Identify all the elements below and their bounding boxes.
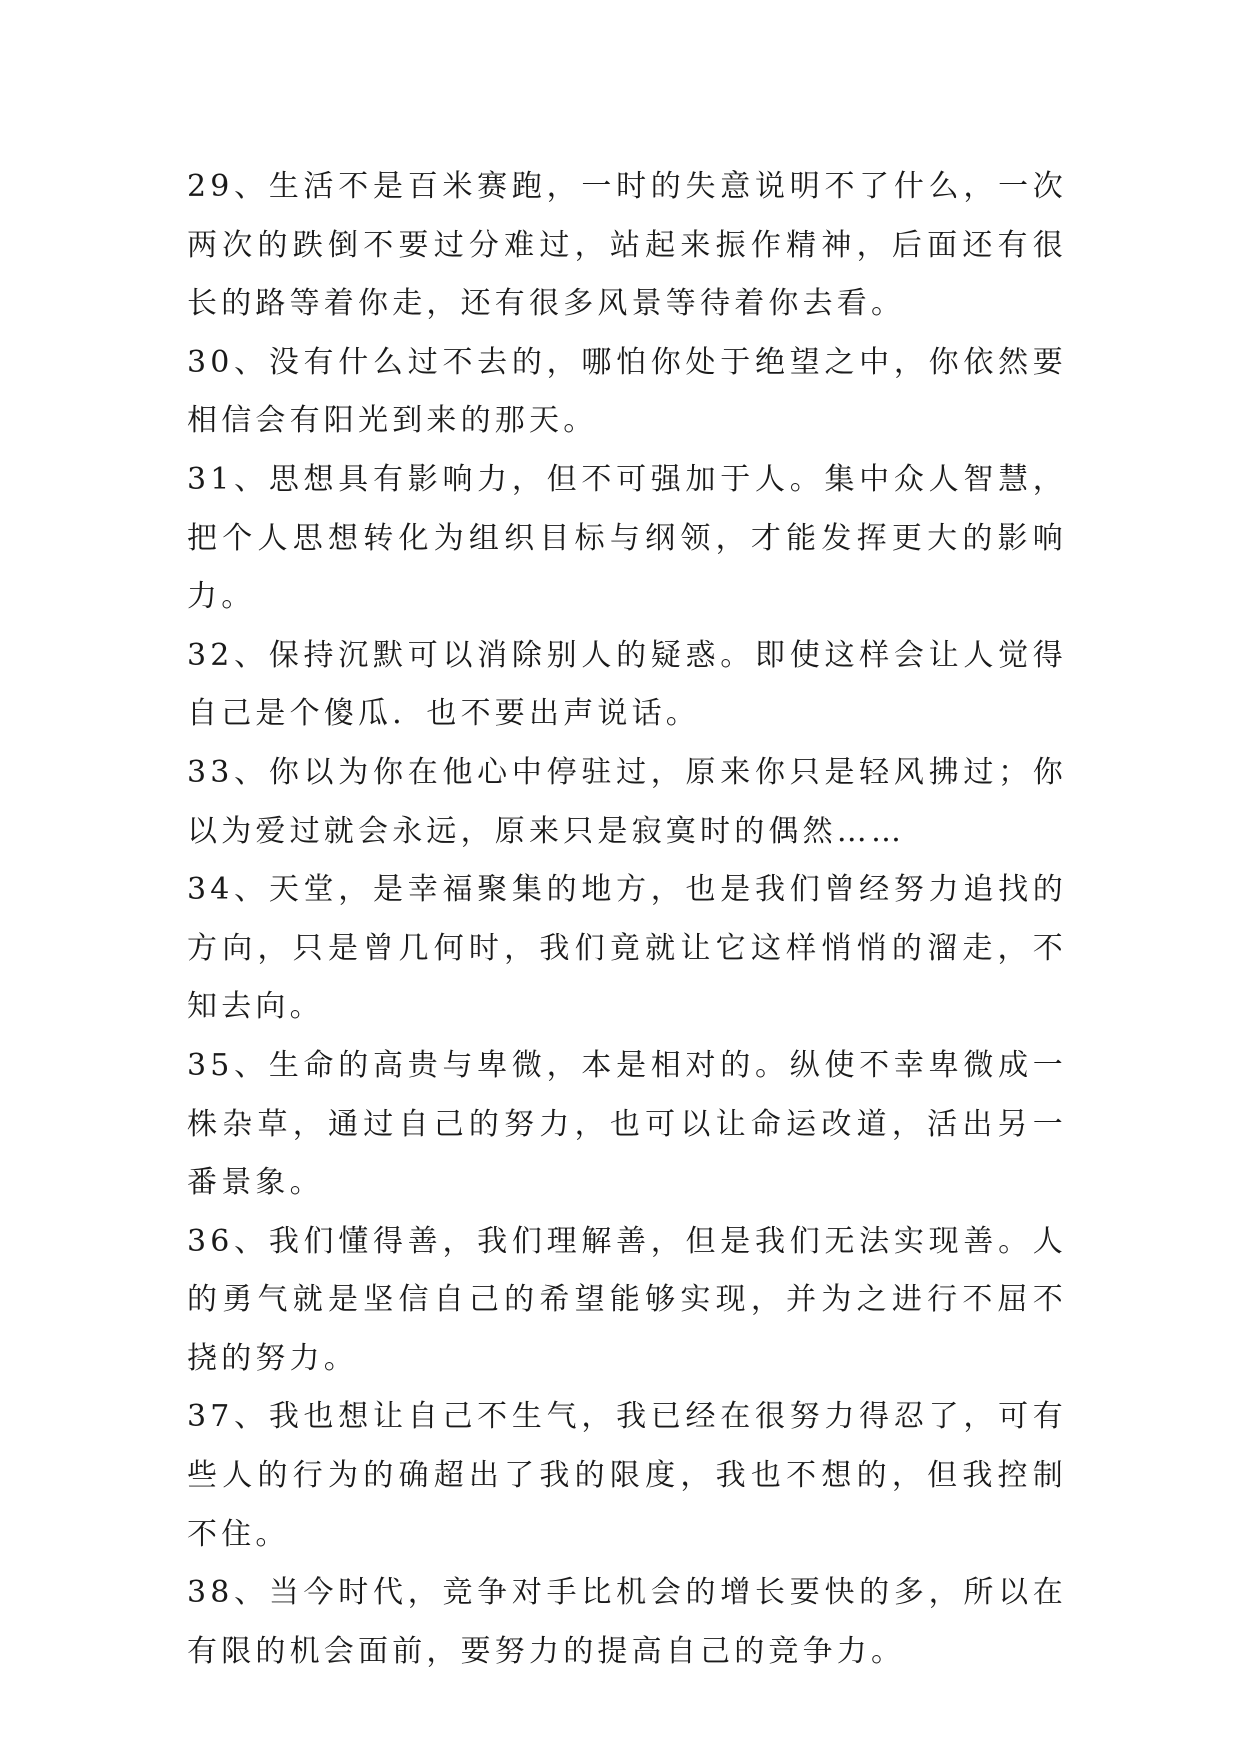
paragraph-36: 36、我们懂得善，我们理解善，但是我们无法实现善。人的勇气就是坚信自己的希望能够实现，并为之进行不屈不挠的努力。 [187, 1223, 1067, 1376]
paragraph-31: 31、思想具有影响力，但不可强加于人。集中众人智慧，把个人思想转化为组织目标与纲领，才能发挥更大的影响力。 [187, 461, 1067, 615]
document-body [187, 158, 1067, 1681]
paragraph-38: 38、当今时代，竞争对手比机会的增长要快的多，所以在有限的机会面前，要努力的提高自己的竞争力。 [187, 1575, 1067, 1669]
paragraph-34: 34、天堂，是幸福聚集的地方，也是我们曾经努力追找的方向，只是曾几何时，我们竟就让它这样悄悄的溜走，不知去向。 [187, 872, 1067, 1025]
paragraph-37: 37、我也想让自己不生气，我已经在很努力得忍了，可有些人的行为的确超出了我的限度，我也不想的，但我控制不住。 [187, 1399, 1067, 1552]
paragraph-33: 33、你以为你在他心中停驻过，原来你只是轻风拂过；你以为爱过就会永远，原来只是寂寞时的偶然…… [187, 754, 1067, 849]
paragraph-32: 32、保持沉默可以消除别人的疑惑。即使这样会让人觉得自己是个傻瓜．也不要出声说话。 [187, 637, 1067, 732]
paragraph-35: 35、生命的高贵与卑微，本是相对的。纵使不幸卑微成一株杂草，通过自己的努力，也可以让命运改道，活出另一番景象。 [187, 1047, 1067, 1201]
paragraph-30: 30、没有什么过不去的，哪怕你处于绝望之中，你依然要相信会有阳光到来的那天。 [187, 344, 1067, 439]
paragraph-29: 29、生活不是百米赛跑，一时的失意说明不了什么，一次两次的跌倒不要过分难过，站起来振作精神，后面还有很长的路等着你走，还有很多风景等待着你去看。 [187, 169, 1067, 322]
